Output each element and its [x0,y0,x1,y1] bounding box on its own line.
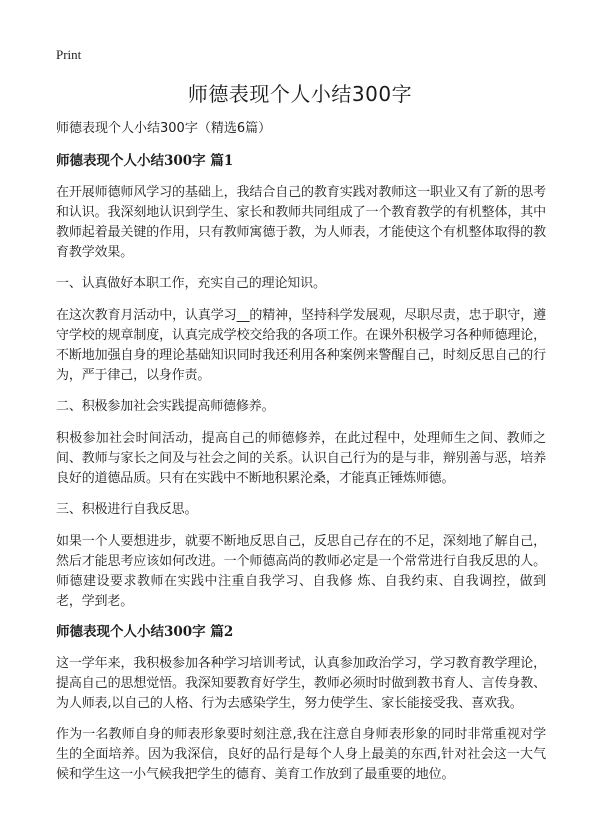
list-item-heading: 三、积极进行自我反思。 [56,502,198,517]
paragraph: 这一学年来，我积极参加各种学习培训考试，认真参加政治学习，学习教育教学理论，提高自己的思想觉悟。我深知要教育好学生，教师必须时时做到教书育人、言传身教、为人师表,以自己的人格、行为去感染学生，努力使学生、家长能接受我、喜欢我。 [56,656,546,711]
paragraph: 在这次教育月活动中，认真学习__的精神，坚持科学发展观，尽职尽责，忠于职守，遵守学校的规章制度，认真完成学校交给我的各项工作。在课外积极学习各种师德理论，不断地加强自身的理论基础知识同时我还利用各种案例来警醒自己，时刻反思自己的行为，严于律己，以身作责。 [56,308,546,383]
list-item-heading: 二、积极参加社会实践提高师德修养。 [56,399,275,414]
document-content [56,120,546,796]
section-1 [56,152,546,612]
paragraph: 在开展师德师风学习的基础上，我结合自己的教育实践对教师这一职业又有了新的思考和认识。我深刻地认识到学生、家长和教师共同组成了一个教育教学的有机整体，其中教师起着最关键的作用，只有教师寓德于教，为人师表，才能使这个有机整体取得的教育教学效果。 [56,185,546,260]
section-heading: 师德表现个人小结300字 篇2 [56,624,234,640]
paragraph: 作为一名教师自身的师表形象要时刻注意,我在注意自身师表形象的同时非常重视对学生的全面培养。因为我深信，良好的品行是每个人身上最美的东西,针对社会这一大气候和学生这一小气候我把学生的德育、美育工作放到了最重要的地位。 [56,727,546,782]
document-title: 师德表现个人小结300字 [187,82,413,106]
section-heading: 师德表现个人小结300字 篇1 [56,153,234,169]
print-link[interactable]: Print [56,47,82,62]
paragraph: 积极参加社会时间活动，提高自己的师德修养，在此过程中，处理师生之间、教师之间、教师与家长之间及与社会之间的关系。认识自己行为的是与非，辩别善与恶，培养良好的道德品质。只有在实践中不断地积累沦桑，才能真正锤炼师德。 [56,431,546,486]
list-item-heading: 一、认真做好本职工作，充实自己的理论知识。 [56,276,326,291]
document-subtitle: 师德表现个人小结300字（精选6篇） [56,121,272,136]
section-2 [56,623,546,785]
paragraph: 如果一个人要想进步，就要不断地反思自己，反思自己存在的不足，深刻地了解自己，然后才能思考应该如何改进。一个师德高尚的教师必定是一个常常进行自我反思的人。师德建设要求教师在实践中注重自我学习、自我修 炼、自我约束、自我调控，做到老，学到老。 [56,534,546,609]
